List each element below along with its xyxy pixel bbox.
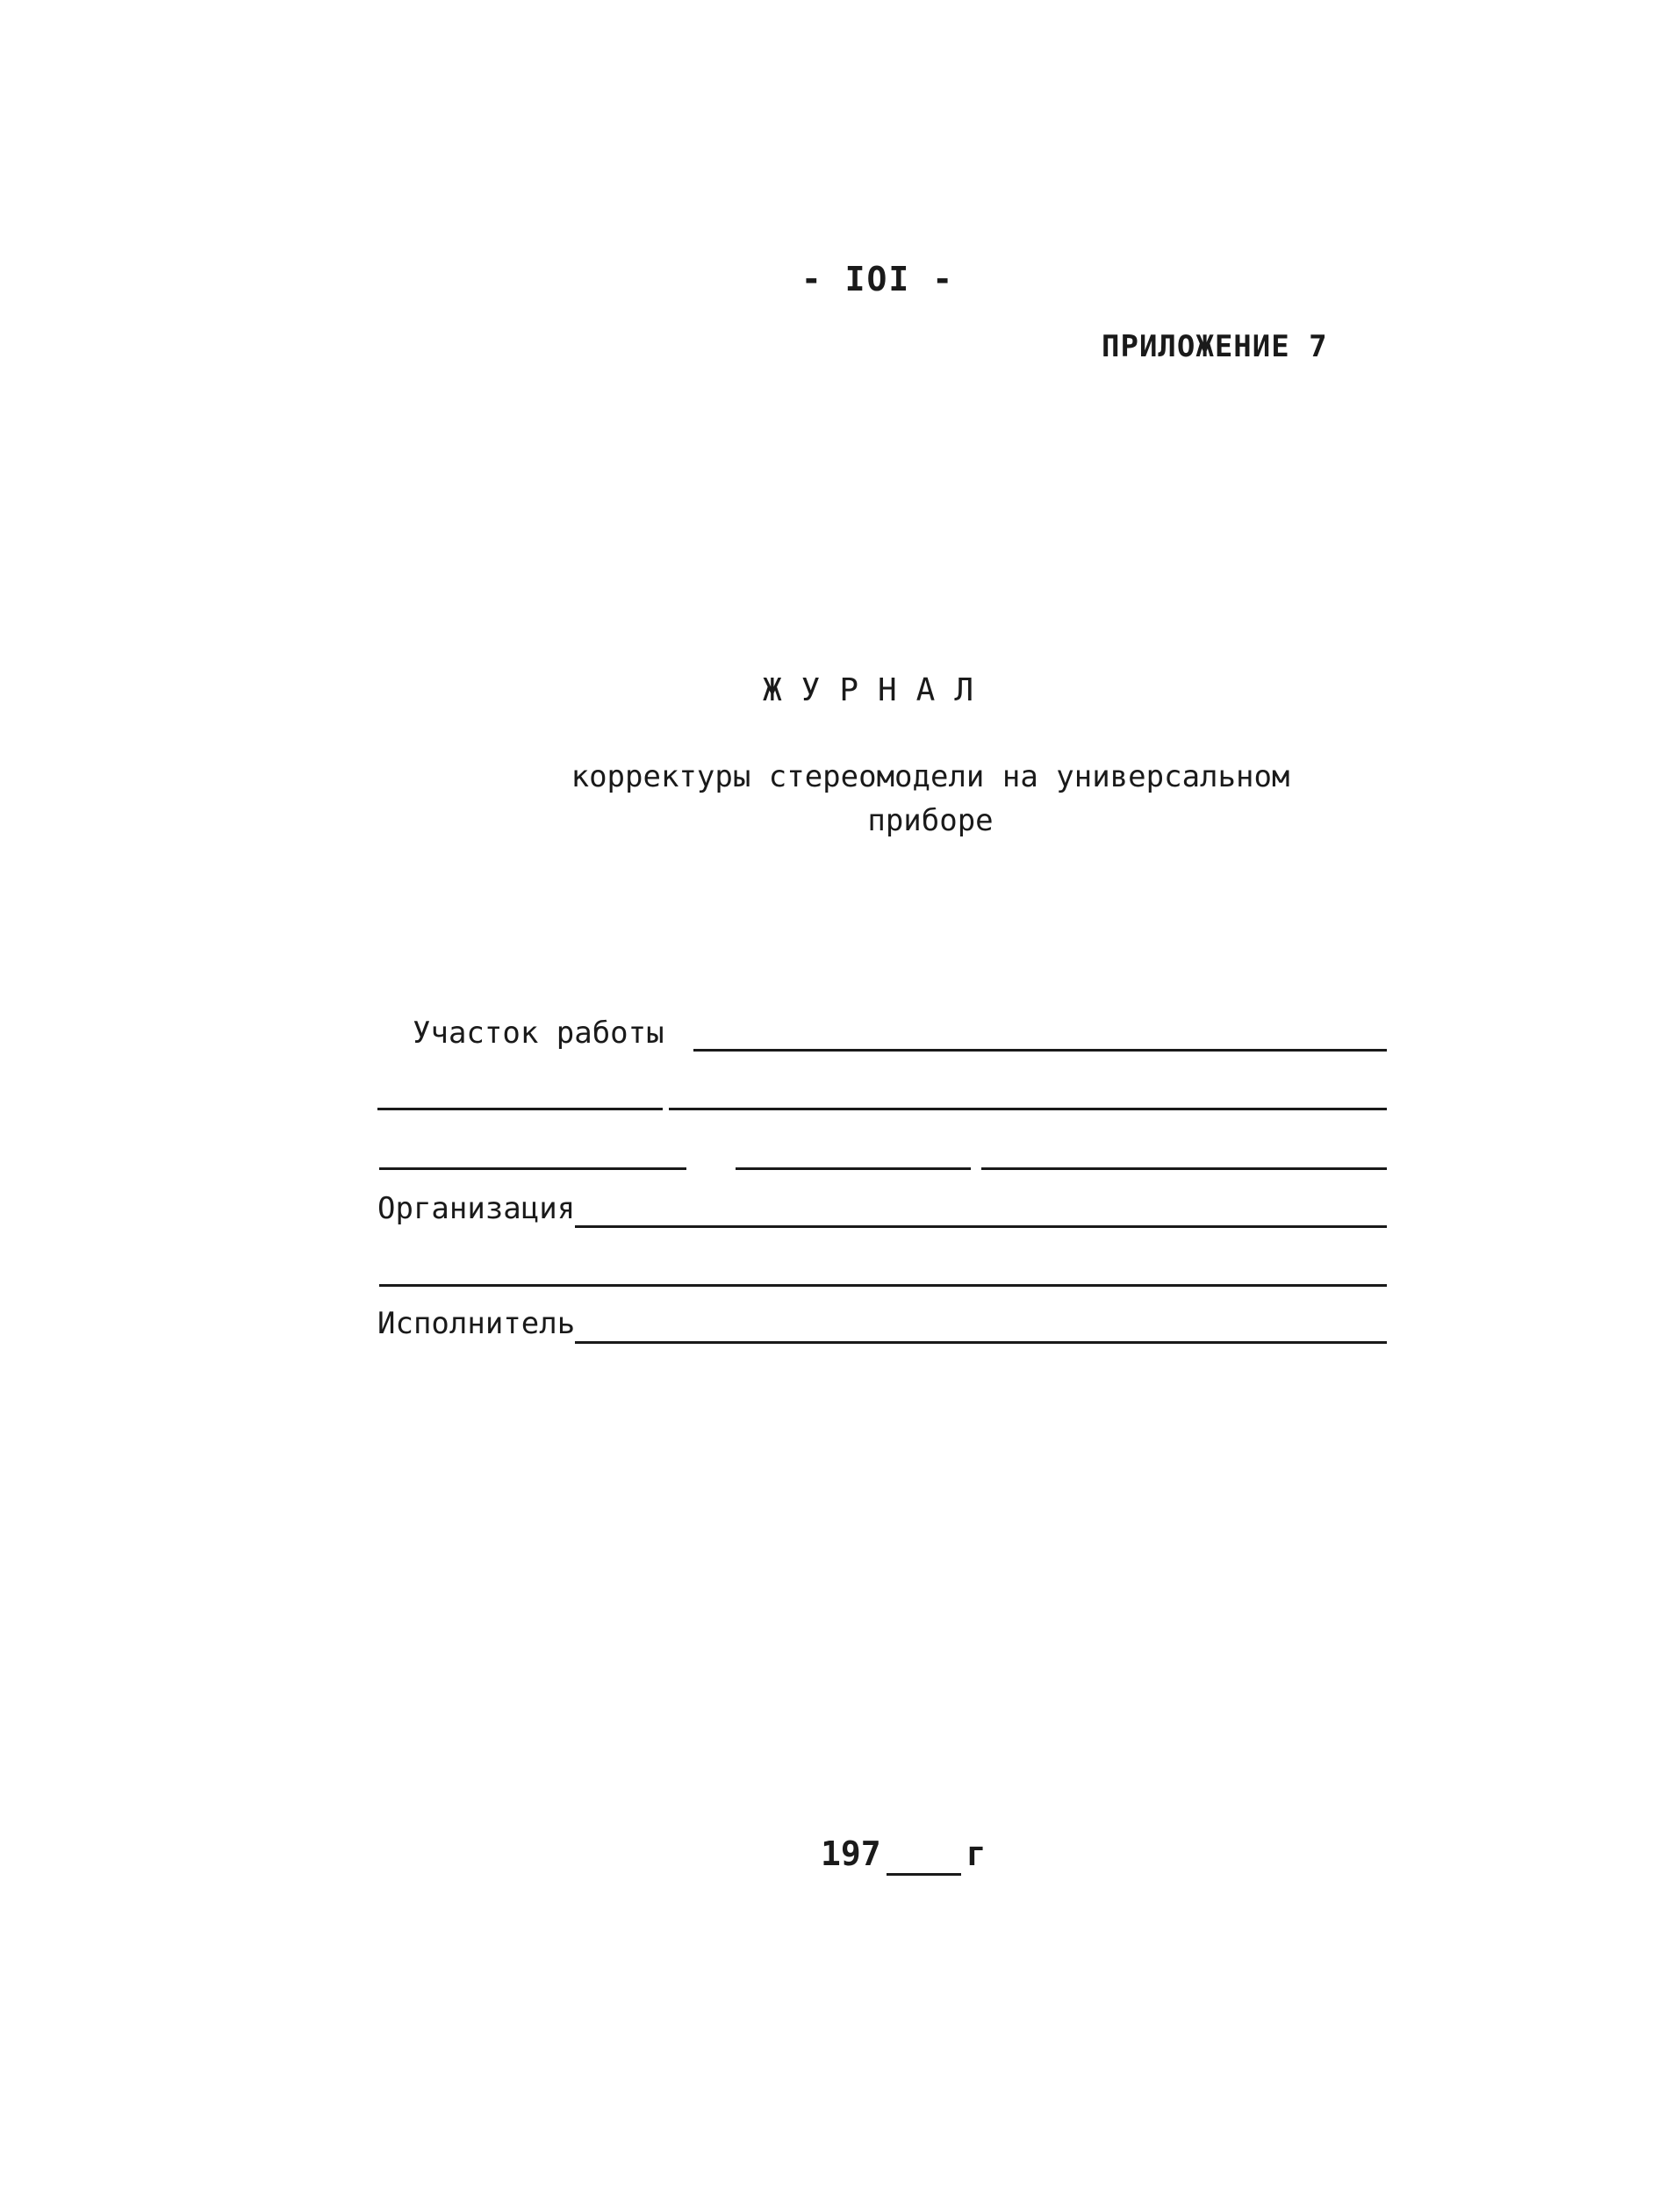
work-area-field-line[interactable] [693,1049,1387,1052]
appendix-label: ПРИЛОЖЕНИЕ 7 [1102,329,1328,364]
document-title: ЖУРНАЛ [762,672,994,708]
organization-label: Организация [377,1191,576,1226]
performer-label: Исполнитель [377,1306,576,1341]
year-prefix: 197 [821,1834,881,1873]
subtitle-line-1: корректуры стереомодели на универсальном [571,759,1290,794]
blank-field-line-2c[interactable] [981,1167,1387,1170]
blank-field-line-2a[interactable] [379,1167,686,1170]
blank-field-line-2b[interactable] [736,1167,971,1170]
year-blank-line[interactable] [887,1834,961,1876]
document-subtitle [492,755,1369,843]
performer-field-line[interactable] [575,1341,1387,1344]
year-field [821,1834,987,1876]
page-number: - IOI - [801,260,955,298]
blank-field-line-1a[interactable] [377,1108,663,1110]
organization-field-line[interactable] [575,1225,1387,1228]
work-area-label: Участок работы [413,1016,664,1051]
blank-field-line-3[interactable] [379,1284,1387,1287]
year-suffix: г [966,1834,987,1873]
subtitle-line-2: приборе [867,803,994,838]
blank-field-line-1b[interactable] [669,1108,1387,1110]
